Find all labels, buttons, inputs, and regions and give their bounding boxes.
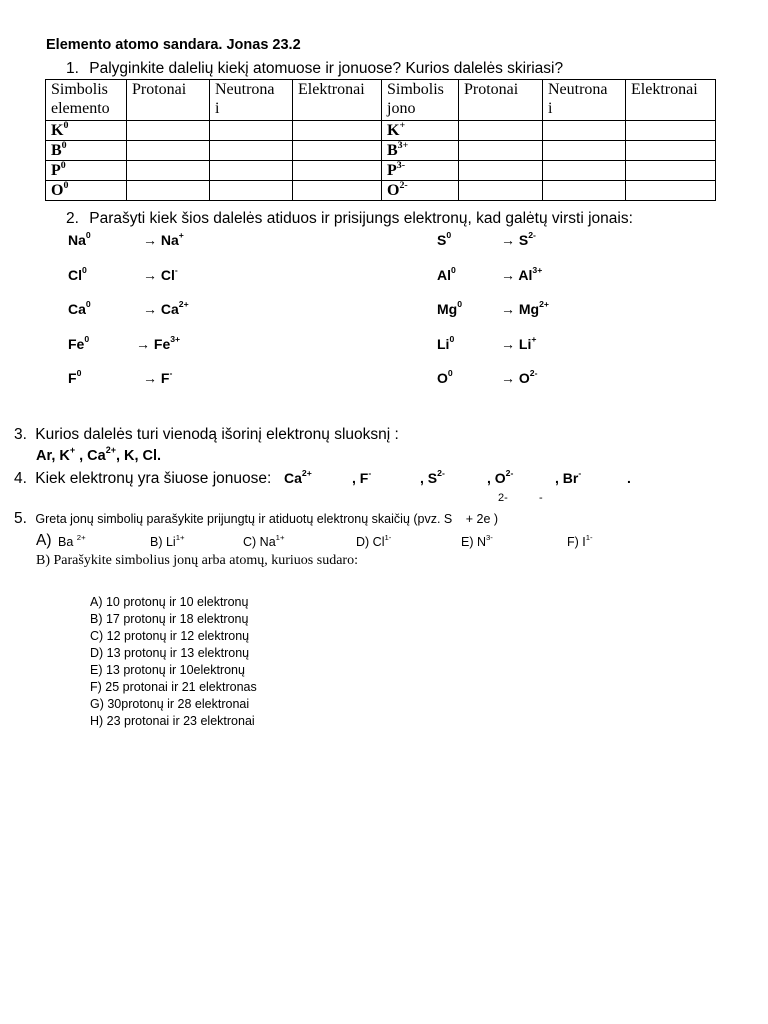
- answer-cell[interactable]: [543, 181, 626, 201]
- answer-cell[interactable]: [543, 121, 626, 141]
- question-number: 3.: [14, 426, 27, 443]
- reaction-right-5-product: → $O^{2-}$: [501, 368, 538, 386]
- comparison-table: [45, 79, 716, 201]
- ion-f: , F-: [352, 468, 372, 486]
- answer-cell[interactable]: [210, 121, 293, 141]
- question-number: 5.: [14, 510, 27, 527]
- reaction-left-4-product: → $Fe^{3+}$: [136, 334, 181, 352]
- answer-cell[interactable]: [293, 161, 382, 181]
- table-row: [46, 141, 716, 161]
- question-number: 1.: [66, 60, 79, 77]
- element-cell: $K^0$: [46, 121, 127, 141]
- answer-cell[interactable]: [210, 141, 293, 161]
- ion-ca: $Ca^{2+}$: [284, 468, 312, 486]
- list-item: H) 23 protonai ir 23 elektronai: [90, 714, 255, 728]
- part-a-item-i: F) $I^{1-}$: [567, 533, 593, 549]
- answer-cell[interactable]: [293, 181, 382, 201]
- answer-cell[interactable]: [210, 161, 293, 181]
- stray-charge-2: -: [539, 492, 543, 504]
- question-number: 4.: [14, 470, 27, 487]
- header-cell: Protonai: [127, 80, 210, 121]
- answer-cell[interactable]: [459, 161, 543, 181]
- part-a-item-na: C) $Na^{1+}$: [243, 533, 285, 549]
- reaction-left-2: Cl$^0$: [68, 265, 87, 283]
- list-item: F) 25 protonai ir 21 elektronas: [90, 680, 257, 694]
- question-text: Kurios dalelės turi vienodą išorinį elektronų sluoksnį :: [35, 426, 399, 443]
- answer-cell[interactable]: [626, 141, 716, 161]
- header-cell: Neutrona i: [210, 80, 293, 121]
- stray-charge-1: 2-: [498, 492, 508, 504]
- ion-cell: $O^{2-}$: [382, 181, 459, 201]
- list-item: A) 10 protonų ir 10 elektronų: [90, 595, 249, 609]
- answer-cell[interactable]: [626, 161, 716, 181]
- part-a-item-li: B) $Li^{1+}$: [150, 533, 185, 549]
- reaction-left-3-product: → $Ca^{2+}$: [143, 299, 189, 317]
- list-item: E) 13 protonų ir 10elektronų: [90, 663, 245, 677]
- part-a-label: A): [36, 532, 52, 549]
- reaction-right-2-product: → $Al^{3+}$: [501, 265, 543, 283]
- question-number: 2.: [66, 210, 79, 227]
- reaction-left-1-product: → Na+: [143, 230, 184, 248]
- answer-cell[interactable]: [127, 161, 210, 181]
- answer-cell[interactable]: [459, 141, 543, 161]
- reaction-right-2: Al$^0$: [437, 265, 456, 283]
- reaction-left-3: Ca$^0$: [68, 299, 91, 317]
- table-row: [46, 121, 716, 141]
- question-text-tail: + 2e ): [465, 512, 499, 526]
- element-cell: $P^0$: [46, 161, 127, 181]
- part-a-item-ba: Ba $^{2+}$: [58, 533, 86, 549]
- question-text: Palyginkite dalelių kiekį atomuose ir jonuose? Kurios dalelės skiriasi?: [89, 60, 564, 77]
- answer-cell[interactable]: [459, 121, 543, 141]
- answer-cell[interactable]: [127, 181, 210, 201]
- header-cell: Elektronai: [626, 80, 716, 121]
- part-b-instruction: B) Parašykite simbolius jonų arba atomų, kuriuos sudaro:: [36, 553, 358, 568]
- reaction-left-5-product: → F-: [143, 368, 173, 386]
- part-a-item-n: E) $N^{3-}$: [461, 533, 493, 549]
- answer-cell[interactable]: [543, 161, 626, 181]
- header-cell: Neutrona i: [543, 80, 626, 121]
- page-title: Elemento atomo sandara. Jonas 23.2: [46, 37, 301, 53]
- reaction-left-2-product: → Cl-: [143, 265, 178, 283]
- element-cell: $O^0$: [46, 181, 127, 201]
- answer-cell[interactable]: [543, 141, 626, 161]
- answer-cell[interactable]: [127, 121, 210, 141]
- reaction-right-4-product: → Li+: [501, 334, 537, 352]
- part-a-item-cl: D) $Cl^{1-}$: [356, 533, 392, 549]
- answer-cell[interactable]: [626, 121, 716, 141]
- list-item: G) 30protonų ir 28 elektronai: [90, 697, 250, 711]
- question-3-answer: Ar, K+ , $Ca^{2+}$, K, Cl.: [36, 445, 162, 464]
- reaction-right-3-product: → $Mg^{2+}$: [501, 299, 549, 317]
- answer-cell[interactable]: [127, 141, 210, 161]
- answer-cell[interactable]: [459, 181, 543, 201]
- question-5: [14, 510, 498, 528]
- reaction-left-4: Fe$^0$: [68, 334, 90, 352]
- ion-br: , Br-: [555, 468, 582, 486]
- question-text: Kiek elektronų yra šiuose jonuose:: [35, 470, 272, 487]
- ion-cell: $B^{3+}$: [382, 141, 459, 161]
- reaction-left-5: $F^0$: [68, 368, 82, 386]
- answer-cell[interactable]: [293, 121, 382, 141]
- question-4: [14, 470, 271, 488]
- reaction-right-5: $O^0$: [437, 368, 453, 386]
- header-cell: Elektronai: [293, 80, 382, 121]
- header-cell: Simbolis elemento: [46, 80, 127, 121]
- header-cell: Protonai: [459, 80, 543, 121]
- question-2: [66, 210, 633, 228]
- element-cell: $B^0$: [46, 141, 127, 161]
- reaction-right-3: Mg$^0$: [437, 299, 463, 317]
- list-item: D) 13 protonų ir 13 elektronų: [90, 646, 250, 660]
- ion-o: , $O^{2-}$: [487, 468, 514, 486]
- part-b-list: [90, 594, 257, 730]
- answer-cell[interactable]: [626, 181, 716, 201]
- question-1: [66, 60, 563, 78]
- sentence-end: .: [627, 470, 631, 486]
- question-3: [14, 426, 399, 444]
- list-item: B) 17 protonų ir 18 elektronų: [90, 612, 249, 626]
- ion-cell: $P^{3-}$: [382, 161, 459, 181]
- ion-s: , $S^{2-}$: [420, 468, 445, 486]
- question-text: Greta jonų simbolių parašykite prijungtų ir atiduotų elektronų skaičių (pvz. S: [35, 512, 453, 526]
- reaction-left-1: Na$^0$: [68, 230, 91, 248]
- question-text: Parašyti kiek šios dalelės atiduos ir prisijungs elektronų, kad galėtų virsti jonais:: [89, 210, 633, 227]
- table-header-row: [46, 80, 716, 121]
- reaction-right-4: Li$^0$: [437, 334, 455, 352]
- list-item: C) 12 protonų ir 12 elektronų: [90, 629, 250, 643]
- answer-cell[interactable]: [210, 181, 293, 201]
- ion-cell: K+: [382, 121, 459, 141]
- reaction-right-1-product: → $S^{2-}$: [501, 230, 536, 248]
- table-row: [46, 161, 716, 181]
- reaction-right-1: $S^0$: [437, 230, 452, 248]
- header-cell: Simbolis jono: [382, 80, 459, 121]
- answer-cell[interactable]: [293, 141, 382, 161]
- table-row: [46, 181, 716, 201]
